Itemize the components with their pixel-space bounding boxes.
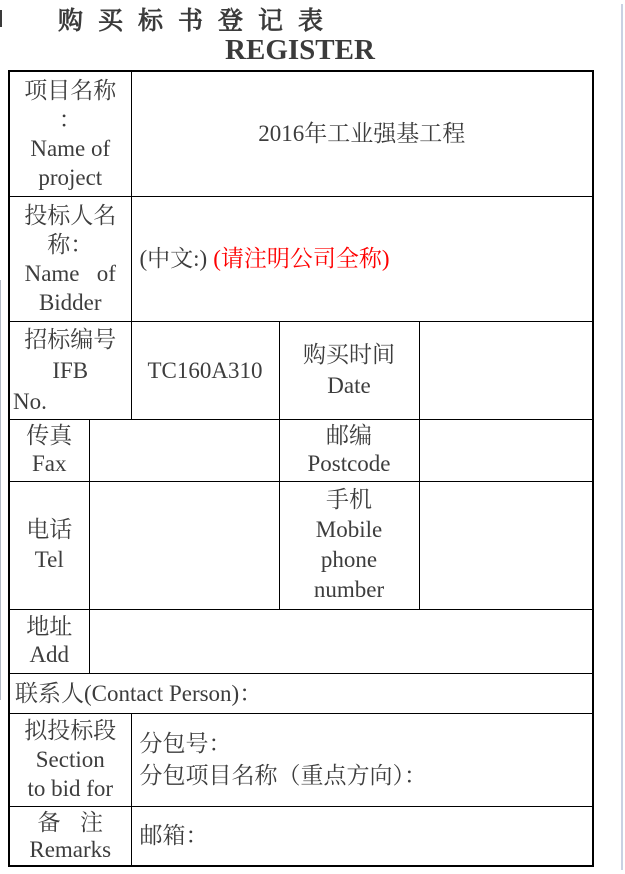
label-line-zh: 项目名称 xyxy=(24,77,117,103)
postcode-label-cell xyxy=(279,419,419,481)
table-row xyxy=(9,71,593,196)
ifb-number-value: TC160A310 xyxy=(147,357,263,383)
label-line-en: Name of xyxy=(24,260,116,286)
tel-label-cell xyxy=(9,481,89,609)
register-table xyxy=(8,70,594,867)
label-line-zh: 拟投标段 xyxy=(24,718,117,743)
fax-label-cell xyxy=(9,419,89,481)
address-value-cell[interactable] xyxy=(89,609,593,673)
project-value-cell[interactable] xyxy=(131,71,593,196)
page-title: 购买标书登记表 xyxy=(58,8,339,35)
page-subtitle: REGISTER xyxy=(225,34,375,66)
fax-value-cell[interactable] xyxy=(89,419,279,481)
label-line-zh: 邮编 xyxy=(326,423,372,448)
table-row xyxy=(9,713,593,806)
table-row xyxy=(9,673,593,713)
label-line-en: Name of xyxy=(30,135,111,161)
subpackage-name-label: 分包项目名称（重点方向）： xyxy=(139,762,427,788)
table-row xyxy=(9,806,593,866)
page-edge-mark-left xyxy=(0,10,2,27)
bidder-label-cell xyxy=(9,196,131,321)
ifb-value-cell[interactable] xyxy=(131,321,279,419)
label-line-en: Tel xyxy=(34,547,64,572)
mobile-value-cell[interactable] xyxy=(419,481,593,609)
contact-person-label: 联系人(Contact Person)： xyxy=(15,680,263,706)
subpackage-number-label: 分包号： xyxy=(139,730,232,756)
table-row xyxy=(9,481,593,609)
project-label-cell xyxy=(9,71,131,196)
label-line-en: Mobile xyxy=(315,517,383,542)
ifb-label-cell xyxy=(9,321,131,419)
label-line-en: to bid for xyxy=(27,776,114,801)
label-line-en: project xyxy=(38,164,103,190)
label-line-en: number xyxy=(313,577,385,602)
label-line-zh: 地址 xyxy=(26,614,73,639)
label-line-en: Date xyxy=(327,373,371,398)
table-row xyxy=(9,321,593,419)
contact-person-cell[interactable] xyxy=(9,673,593,713)
label-line-zh: 传真 xyxy=(26,423,73,448)
postcode-value-cell[interactable] xyxy=(419,419,593,481)
label-line-en: IFB xyxy=(52,357,89,383)
table-row xyxy=(9,196,593,321)
remarks-value-cell[interactable] xyxy=(131,806,593,866)
label-line-en: No. xyxy=(13,388,47,414)
purchase-date-label-cell xyxy=(279,321,419,419)
section-value-cell[interactable] xyxy=(131,713,593,806)
bidder-value-note: (请注明公司全称) xyxy=(213,246,390,271)
bidder-value-prefix: (中文:) xyxy=(139,246,208,271)
purchase-date-value-cell[interactable] xyxy=(419,321,593,419)
label-line-zh: 称： xyxy=(47,231,94,257)
tel-value-cell[interactable] xyxy=(89,481,279,609)
mobile-label-cell xyxy=(279,481,419,609)
label-line-en: Remarks xyxy=(29,836,112,862)
section-label-cell xyxy=(9,713,131,806)
remarks-label-cell xyxy=(9,806,131,866)
label-line-zh: 投标人名 xyxy=(24,202,117,228)
table-row xyxy=(9,419,593,481)
label-line-en: Bidder xyxy=(38,289,102,315)
label-line-zh: 电话 xyxy=(26,517,73,542)
page-edge-line-right xyxy=(621,4,623,870)
label-line-zh: 备 注 xyxy=(37,809,104,835)
label-line-en: Section xyxy=(35,747,105,772)
label-line-en: Fax xyxy=(32,451,67,476)
page-edge-line-left xyxy=(0,280,1,700)
label-line-en: Add xyxy=(29,642,70,667)
label-line-en: Postcode xyxy=(307,451,391,476)
label-line-zh: 手机 xyxy=(326,487,372,512)
table-row xyxy=(9,609,593,673)
email-label: 邮箱： xyxy=(139,823,209,849)
label-line-colon: ： xyxy=(58,106,82,132)
project-name-value: 2016年工业强基工程 xyxy=(258,121,466,147)
label-line-zh: 购买时间 xyxy=(303,342,395,367)
label-line-en: phone xyxy=(320,547,378,572)
bidder-value-cell[interactable] xyxy=(131,196,593,321)
address-label-cell xyxy=(9,609,89,673)
label-line-zh: 招标编号 xyxy=(24,326,117,352)
